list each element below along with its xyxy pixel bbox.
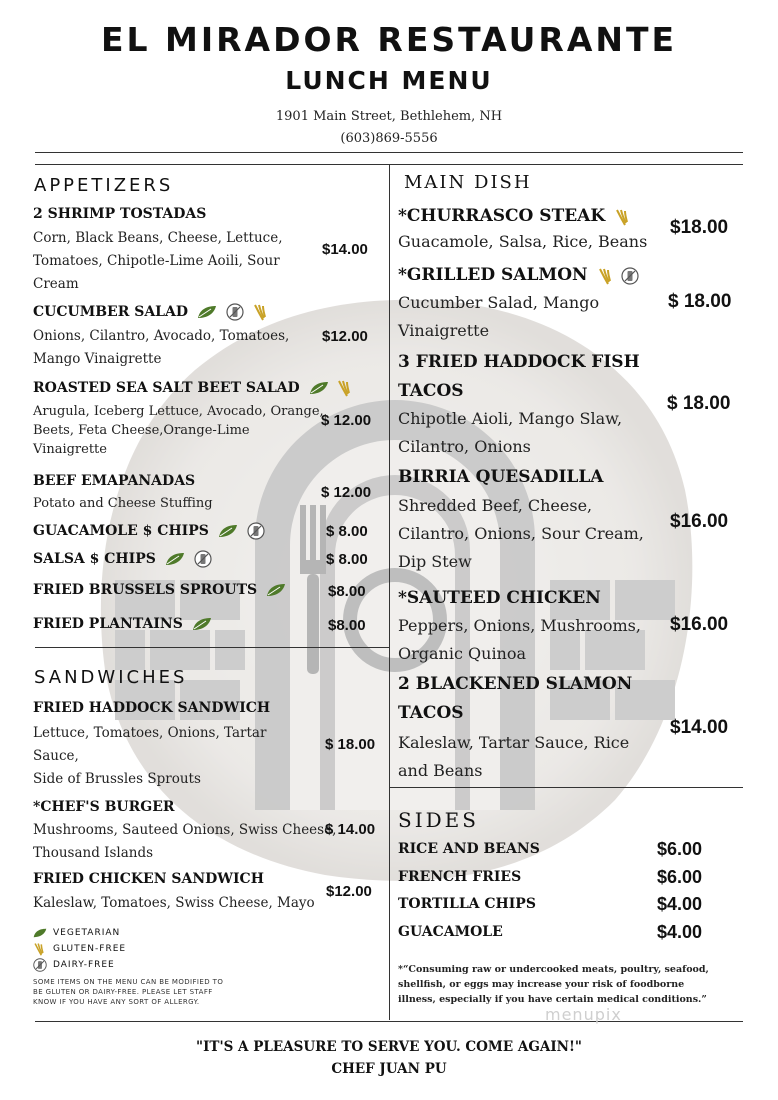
dairy-free-icon	[621, 267, 639, 285]
legend-dairy-free: DAIRY-FREE	[53, 960, 115, 970]
item-price: $ 8.00	[326, 523, 368, 540]
item-price: $ 8.00	[326, 551, 368, 568]
restaurant-title: EL MIRADOR RESTAURANTE	[100, 20, 678, 59]
item-price: $8.00	[328, 617, 366, 634]
wheat-icon	[615, 208, 629, 226]
legend-vegetarian: VEGETARIAN	[53, 928, 121, 938]
item-price: $ 18.00	[667, 393, 731, 414]
item-description: Potato and Cheese Stuffing	[33, 496, 213, 511]
side-name: GUACAMOLE	[398, 924, 503, 940]
item-name-with-icons: *CHURRASCO STEAK	[398, 202, 629, 231]
sides-divider	[390, 787, 743, 788]
item-price: $14.00	[670, 717, 729, 738]
item-name: FRIED HADDOCK SANDWICH	[33, 700, 271, 716]
item-name-with-icons: FRIED PLANTAINS	[33, 616, 212, 632]
side-name: RICE AND BEANS	[398, 841, 540, 857]
item-price: $12.00	[322, 328, 368, 345]
wheat-icon	[337, 379, 351, 397]
leaf-icon	[33, 928, 47, 938]
chef-name: CHEF JUAN PU	[331, 1061, 447, 1077]
item-description: Peppers, Onions, Mushrooms, Organic Quinoa	[398, 616, 641, 663]
item-price: $16.00	[670, 614, 729, 635]
item-name-with-icons: GUACAMOLE $ CHIPS	[33, 522, 265, 540]
item-price: $ 12.00	[321, 484, 372, 501]
item-description: Guacamole, Salsa, Rice, Beans	[398, 232, 648, 251]
item-price: $ 18.00	[668, 291, 732, 312]
column-divider	[389, 165, 390, 1020]
footer-quote: "IT'S A PLEASURE TO SERVE YOU. COME AGAIN!"	[196, 1039, 582, 1055]
leaf-icon	[165, 552, 185, 566]
leaf-icon	[197, 305, 217, 319]
item-description: Kaleslaw, Tartar Sauce, Rice and Beans	[398, 733, 630, 780]
leaf-icon	[218, 524, 238, 538]
side-price: $4.00	[657, 894, 703, 914]
appetizers-divider	[35, 647, 389, 648]
dairy-free-icon	[247, 522, 265, 540]
raw-food-disclaimer: *“Consuming raw or undercooked meats, poultry, seafood, shellfish, or eggs may increase your risk of foodborne illness, especially if you have certain medical conditions.”	[398, 964, 709, 1005]
item-description: Shredded Beef, Cheese, Cilantro, Onions, Sour Cream, Dip Stew	[398, 496, 644, 571]
item-name: 2 SHRIMP TOSTADAS	[33, 206, 207, 222]
item-description: Cucumber Salad, Mango Vinaigrette	[398, 293, 600, 340]
side-name: FRENCH FRIES	[398, 869, 522, 885]
dietary-legend	[33, 925, 126, 973]
item-name-with-icons: ROASTED SEA SALT BEET SALAD	[33, 379, 351, 397]
side-price: $6.00	[657, 867, 703, 887]
footer-divider	[35, 1021, 743, 1022]
item-description: Corn, Black Beans, Cheese, Lettuce, Tomatoes, Chipotle-Lime Aoili, Sour Cream	[33, 230, 283, 292]
menupix-watermark: menupix	[545, 1005, 622, 1024]
dairy-free-icon	[194, 550, 212, 568]
item-price: $12.00	[326, 883, 372, 900]
wheat-icon	[253, 303, 267, 321]
wheat-icon	[33, 942, 45, 956]
item-name: BIRRIA QUESADILLA	[398, 467, 604, 487]
wheat-icon	[598, 267, 612, 285]
appetizers-heading: APPETIZERS	[34, 175, 174, 196]
dairy-free-icon	[33, 958, 47, 972]
header-divider	[35, 152, 743, 153]
sandwiches-heading: SANDWICHES	[34, 667, 188, 688]
main-dish-heading: MAIN DISH	[404, 172, 532, 193]
item-description: Onions, Cilantro, Avocado, Tomatoes, Mango Vinaigrette	[33, 328, 290, 367]
leaf-icon	[309, 381, 329, 395]
allergy-note: SOME ITEMS ON THE MENU CAN BE MODIFIED TO BE GLUTEN OR DAIRY-FREE. PLEASE LET STAFF KNOW IF YOU HAVE ANY SORT OF ALLERGY.	[33, 978, 224, 1006]
side-name: TORTILLA CHIPS	[398, 896, 536, 912]
item-name-with-icons: *GRILLED SALMON	[398, 261, 639, 290]
legend-gluten-free: GLUTEN-FREE	[53, 944, 127, 954]
item-description: Lettuce, Tomatoes, Onions, Tartar Sauce, Side of Brussles Sprouts	[33, 725, 267, 787]
item-price: $14.00	[322, 241, 368, 258]
leaf-icon	[192, 617, 212, 631]
item-description: Arugula, Iceberg Lettuce, Avocado, Orange, Beets, Feta Cheese,Orange-Lime Vinaigrette	[33, 404, 324, 457]
item-name: 3 FRIED HADDOCK FISH TACOS	[398, 352, 640, 401]
item-description: Mushrooms, Sauteed Onions, Swiss Cheese, Thousand Islands	[33, 822, 337, 861]
item-price: $16.00	[670, 511, 729, 532]
address: 1901 Main Street, Bethlehem, NH	[275, 109, 503, 124]
leaf-icon	[266, 583, 286, 597]
item-name: BEEF EMAPANADAS	[33, 473, 196, 489]
side-price: $6.00	[657, 839, 703, 859]
item-name: FRIED CHICKEN SANDWICH	[33, 871, 264, 887]
item-name: *SAUTEED CHICKEN	[398, 588, 601, 608]
item-price: $18.00	[670, 217, 729, 238]
item-price: $ 12.00	[321, 412, 372, 429]
item-name-with-icons: SALSA $ CHIPS	[33, 550, 212, 568]
item-description: Chipotle Aioli, Mango Slaw, Cilantro, Onions	[398, 409, 623, 456]
side-price: $4.00	[657, 922, 703, 942]
item-description: Kaleslaw, Tomatoes, Swiss Cheese, Mayo	[33, 895, 315, 911]
item-name-with-icons: CUCUMBER SALAD	[33, 303, 267, 321]
item-price: $ 18.00	[325, 736, 376, 753]
item-price: $ 14.00	[325, 821, 376, 838]
phone-number[interactable]: (603)869-5556	[340, 131, 438, 146]
item-price: $8.00	[328, 583, 366, 600]
item-name: *CHEF'S BURGER	[33, 799, 175, 815]
item-name-with-icons: FRIED BRUSSELS SPROUTS	[33, 582, 286, 598]
menu-subtitle: LUNCH MENU	[285, 66, 493, 95]
dairy-free-icon	[226, 303, 244, 321]
sides-heading: SIDES	[398, 808, 479, 832]
item-name: 2 BLACKENED SLAMON TACOS	[398, 674, 633, 723]
